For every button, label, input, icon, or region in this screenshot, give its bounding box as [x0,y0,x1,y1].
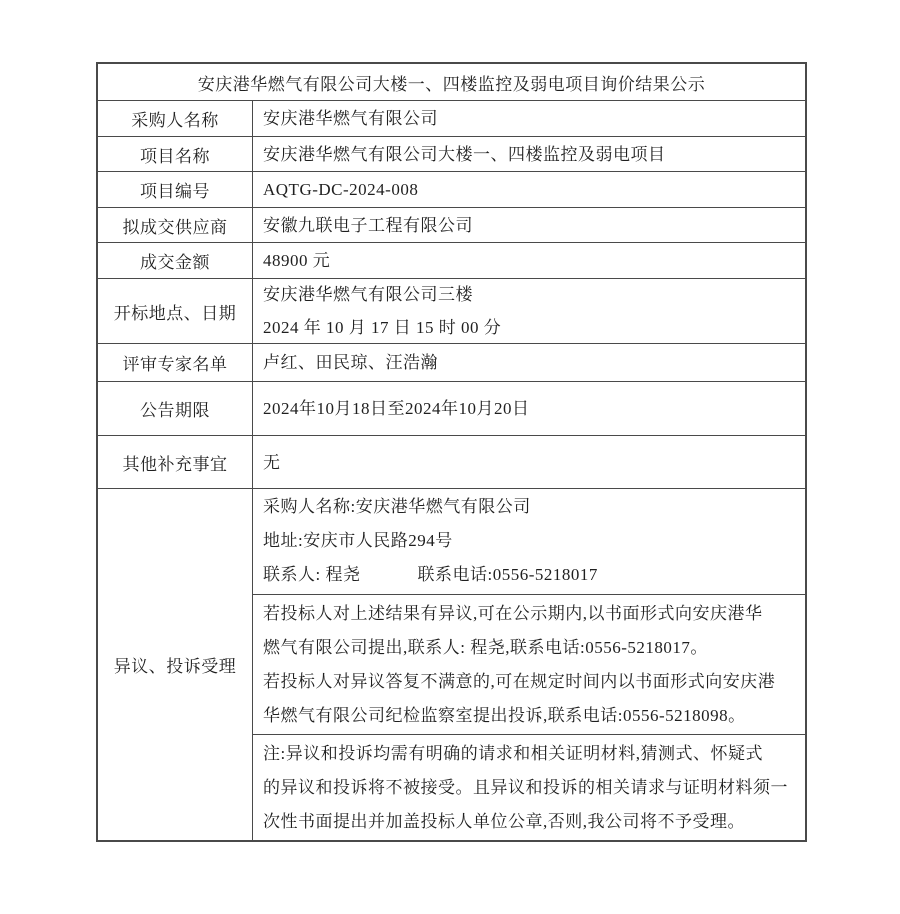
row-value: 2024年10月18日至2024年10月20日 [263,399,530,418]
row-value-cell [253,344,805,381]
objection-procedure-line: 燃气有限公司提出,联系人: 程尧,联系电话:0556-5218017。 [263,637,708,657]
objection-contact-line: 地址:安庆市人民路294号 [263,531,453,551]
row-label: 公告期限 [98,382,253,435]
objection-procedure-line: 华燃气有限公司纪检监察室提出投诉,联系电话:0556-5218098。 [263,705,746,725]
objection-procedure-section [253,594,805,735]
objection-content [253,489,805,840]
row-value: 无 [263,452,281,472]
objection-contact-line: 联系人: 程尧 联系电话:0556-5218017 [263,565,598,585]
objection-label: 异议、投诉受理 [98,489,253,840]
objection-note-section [253,734,805,840]
table-row-other-matters [98,435,805,488]
row-value: AQTG-DC-2024-008 [263,180,419,199]
row-label: 项目名称 [98,137,253,171]
table-row-amount [98,242,805,278]
page-title: 安庆港华燃气有限公司大楼一、四楼监控及弱电项目询价结果公示 [197,74,706,94]
row-value: 安庆港华燃气有限公司 [263,109,438,128]
row-value-cell [253,208,805,242]
row-label: 其他补充事宜 [98,436,253,488]
objection-row [98,488,805,840]
objection-contact-section [253,489,805,594]
objection-note-line: 的异议和投诉将不被接受。且异议和投诉的相关请求与证明材料须一 [263,777,788,797]
row-label: 拟成交供应商 [98,208,253,242]
row-value-cell [253,436,805,488]
row-value: 卢红、田民琼、汪浩瀚 [263,353,438,372]
row-value-cell [253,382,805,435]
row-value-line: 2024 年 10 月 17 日 15 时 00 分 [263,318,502,337]
row-label: 评审专家名单 [98,344,253,381]
table-row-supplier [98,207,805,242]
table-row-notice-period [98,381,805,435]
row-label: 项目编号 [98,172,253,207]
row-label: 成交金额 [98,243,253,278]
announcement-table [96,62,807,842]
row-value-cell [253,172,805,207]
objection-note-line: 注:异议和投诉均需有明确的请求和相关证明材料,猜测式、怀疑式 [263,743,763,763]
row-value-cell [253,279,805,343]
title-row [98,64,805,100]
table-row-bid-opening [98,278,805,343]
row-value: 48900 元 [263,251,331,270]
objection-note-line: 次性书面提出并加盖投标人单位公章,否则,我公司将不予受理。 [263,811,745,831]
row-label: 开标地点、日期 [98,279,253,343]
row-value-cell [253,137,805,171]
row-value: 安徽九联电子工程有限公司 [263,215,473,235]
objection-procedure-line: 若投标人对异议答复不满意的,可在规定时间内以书面形式向安庆港 [263,671,776,691]
table-row-project-number [98,171,805,207]
row-label: 采购人名称 [98,101,253,136]
objection-contact-line: 采购人名称:安庆港华燃气有限公司 [263,497,531,517]
objection-procedure-line: 若投标人对上述结果有异议,可在公示期内,以书面形式向安庆港华 [263,603,763,623]
table-row-experts [98,343,805,381]
table-row-purchaser [98,100,805,136]
row-value-line: 安庆港华燃气有限公司三楼 [263,285,473,304]
table-row-project-name [98,136,805,171]
row-value-cell [253,101,805,136]
row-value-cell [253,243,805,278]
row-value: 安庆港华燃气有限公司大楼一、四楼监控及弱电项目 [263,144,666,164]
